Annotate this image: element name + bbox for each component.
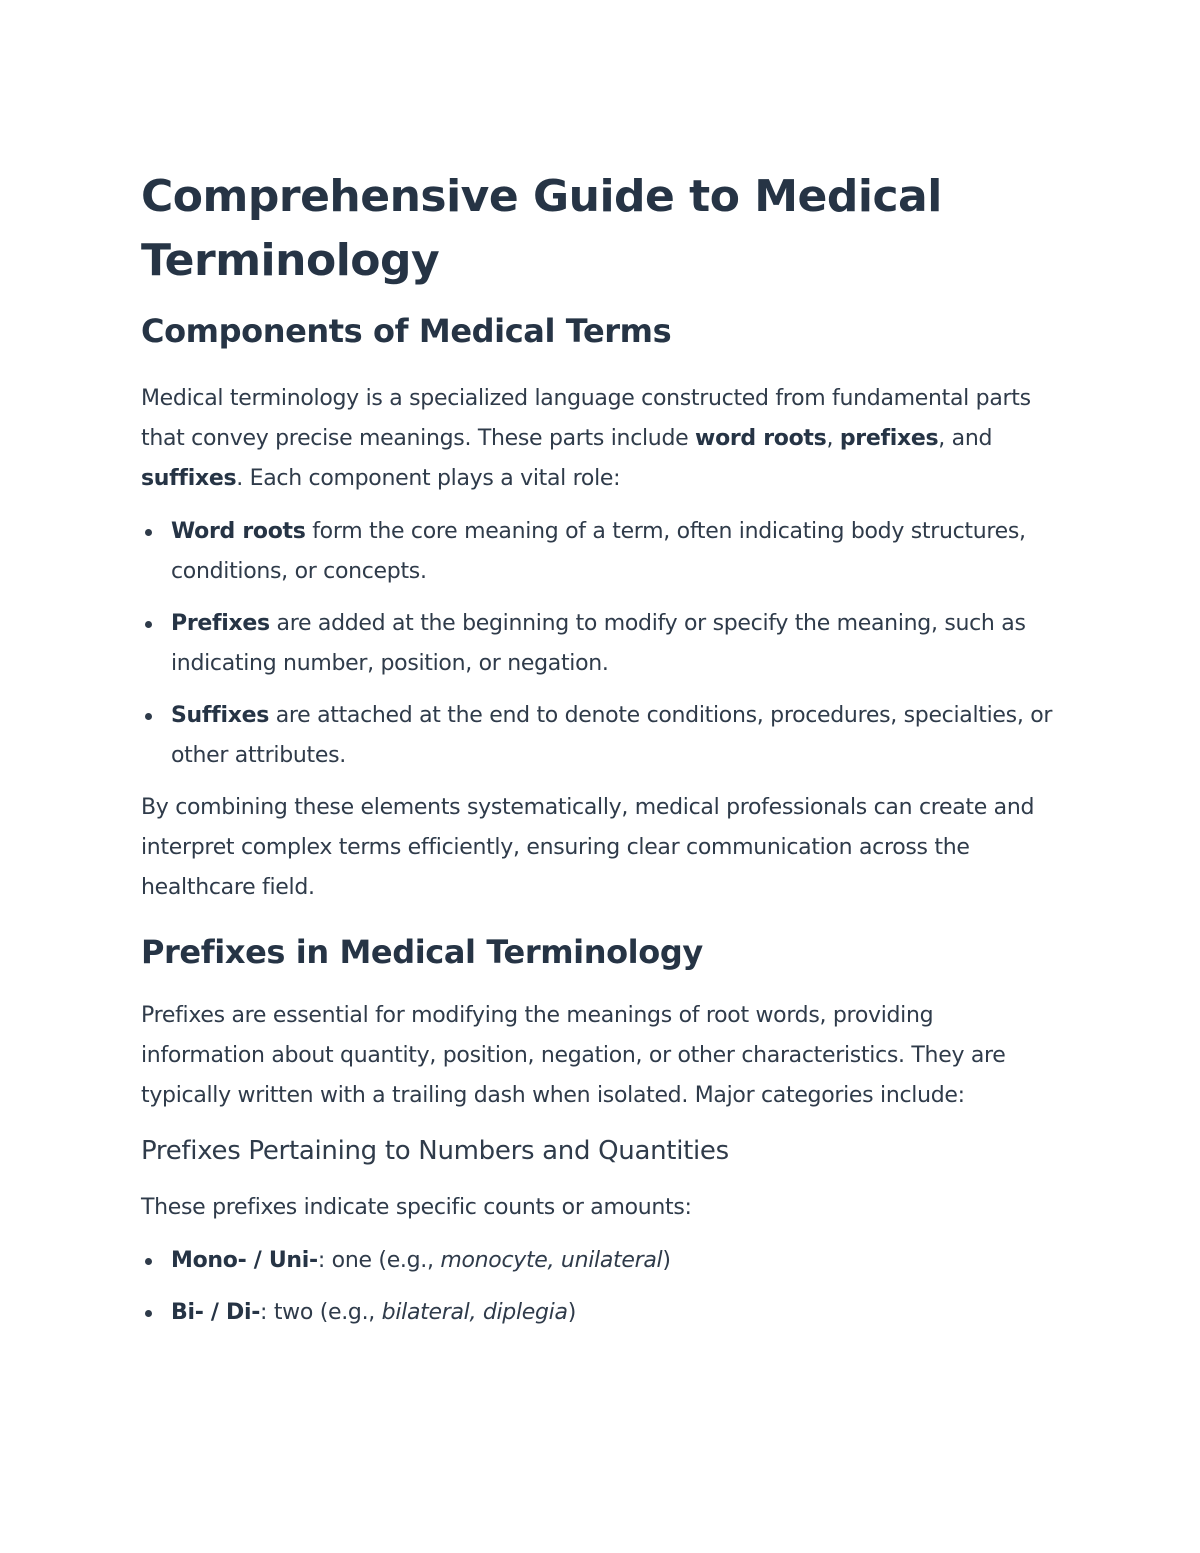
- document-title: Comprehensive Guide to Medical Terminology: [141, 171, 942, 286]
- components-outro: By combining these elements systematically, medical professionals can create and interpret complex terms efficiently, ensuring clear communication across the healthcare field.: [141, 795, 1035, 900]
- components-intro: Medical terminology is a specialized language constructed from fundamental parts that convey precise meanings. These parts include word roots, prefixes, and suffixes. Each component plays a vital role:: [141, 386, 1031, 491]
- term-word-roots: word roots: [695, 426, 827, 451]
- section-heading-prefixes: Prefixes in Medical Terminology: [141, 933, 703, 971]
- list-item: Prefixes are added at the beginning to modify or specify the meaning, such as indicating number, position, or negation.: [141, 604, 1061, 684]
- term-prefixes: prefixes: [839, 426, 939, 451]
- term-suffixes: suffixes: [141, 466, 237, 491]
- numbers-list: [141, 1241, 1061, 1333]
- list-item: Word roots form the core meaning of a term, often indicating body structures, conditions, or concepts.: [141, 512, 1061, 592]
- numbers-intro: These prefixes indicate specific counts or amounts:: [141, 1195, 692, 1220]
- prefixes-intro: Prefixes are essential for modifying the meanings of root words, providing information about quantity, position, negation, or other characteristics. They are typically written with a trailing dash when isolated. Major categories include:: [141, 1003, 1006, 1108]
- components-list: [141, 512, 1061, 776]
- subsection-heading-numbers: Prefixes Pertaining to Numbers and Quantities: [141, 1136, 729, 1166]
- list-item: Suffixes are attached at the end to denote conditions, procedures, specialties, or other attributes.: [141, 696, 1061, 776]
- list-item: Bi- / Di-: two (e.g., bilateral, diplegia): [141, 1293, 1061, 1333]
- list-item: Mono- / Uni-: one (e.g., monocyte, unilateral): [141, 1241, 1061, 1281]
- section-heading-components: Components of Medical Terms: [141, 312, 672, 350]
- document-page: [141, 165, 1061, 1333]
